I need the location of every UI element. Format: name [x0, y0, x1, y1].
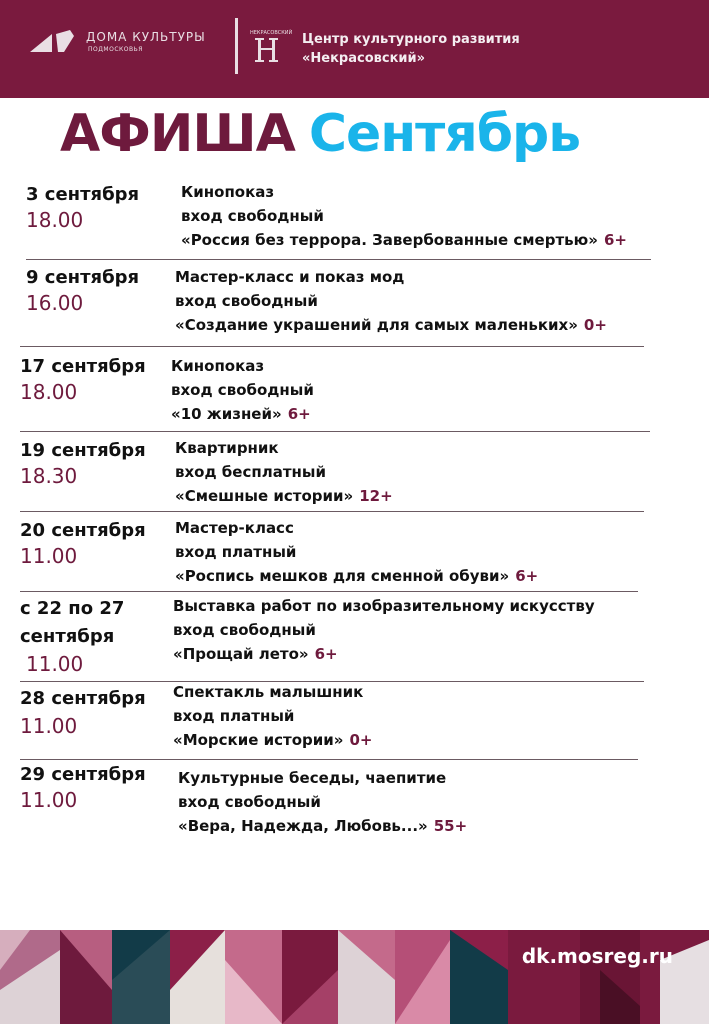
footer-bar — [0, 930, 709, 1024]
event-name-line — [173, 728, 373, 752]
event-type: Мастер-класс — [175, 519, 294, 537]
event-name-line — [178, 814, 467, 838]
event-entry: вход платный — [175, 543, 297, 561]
age-rating: 6+ — [314, 645, 338, 663]
age-rating: 12+ — [359, 487, 393, 505]
event-name: «10 жизней» — [171, 405, 282, 423]
event-name: «Смешные истории» — [175, 487, 354, 505]
event-date-continued: сентября — [20, 626, 115, 647]
event-time: 18.30 — [20, 464, 78, 488]
event-name-line — [175, 484, 393, 508]
event-time: 16.00 — [26, 291, 84, 315]
event-name-line — [181, 228, 627, 252]
event-name: «Роспись мешков для сменной обуви» — [175, 567, 510, 585]
event-entry: вход платный — [173, 707, 295, 725]
nekrasovsky-logo-icon — [246, 26, 294, 66]
logo-subtitle: ПОДМОСКОВЬЯ — [88, 46, 143, 53]
event-date: 28 сентября — [20, 688, 146, 709]
age-rating: 0+ — [583, 316, 607, 334]
nekr-mark-label: НЕКРАСОВСКИЙ — [250, 30, 293, 36]
event-time: 11.00 — [20, 788, 78, 812]
header-divider — [235, 18, 238, 74]
event-type: Спектакль малышник — [173, 683, 364, 701]
separator-line — [20, 431, 650, 432]
event-type: Кинопоказ — [181, 183, 275, 201]
event-type: Квартирник — [175, 439, 279, 457]
event-time: 18.00 — [26, 208, 84, 232]
header-bar — [0, 0, 709, 98]
event-date: 3 сентября — [26, 184, 140, 205]
event-name-line — [171, 402, 311, 426]
event-time: 11.00 — [20, 544, 78, 568]
event-type: Выставка работ по изобразительному искусству — [173, 597, 595, 615]
event-name: «Морские истории» — [173, 731, 344, 749]
separator-line — [26, 259, 651, 260]
age-rating: 6+ — [603, 231, 627, 249]
title-month: Сентябрь — [308, 104, 581, 164]
event-date: 17 сентября — [20, 356, 146, 377]
age-rating: 55+ — [433, 817, 468, 835]
website-link[interactable]: dk.mosreg.ru — [521, 944, 673, 968]
title-afisha: АФИША — [60, 104, 295, 164]
event-date: 19 сентября — [20, 440, 146, 461]
separator-line — [20, 759, 638, 760]
event-date: 9 сентября — [26, 267, 140, 288]
event-entry: вход свободный — [173, 621, 316, 639]
event-type: Мастер-класс и показ мод — [175, 268, 405, 286]
event-name: «Вера, Надежда, Любовь...» — [178, 817, 428, 835]
center-name-line1: Центр культурного развития — [302, 32, 520, 47]
event-time: 18.00 — [20, 380, 78, 404]
event-name-line — [173, 642, 338, 666]
event-type: Кинопоказ — [171, 357, 265, 375]
event-date: с 22 по 27 — [20, 598, 125, 619]
doma-kultury-logo-icon — [30, 30, 78, 52]
event-name: «Создание украшений для самых маленьких» — [175, 316, 578, 334]
page-title — [60, 104, 580, 164]
separator-line — [20, 591, 638, 592]
event-entry: вход свободный — [178, 793, 321, 811]
age-rating: 6+ — [515, 567, 539, 585]
event-name-line — [175, 313, 607, 337]
center-name-line2: «Некрасовский» — [302, 51, 426, 66]
event-entry: вход свободный — [175, 292, 318, 310]
event-time: 11.00 — [26, 652, 84, 676]
age-rating: 6+ — [287, 405, 311, 423]
event-entry: вход свободный — [181, 207, 324, 225]
event-entry: вход свободный — [171, 381, 314, 399]
event-date: 29 сентября — [20, 764, 146, 785]
event-entry: вход бесплатный — [175, 463, 326, 481]
event-time: 11.00 — [20, 714, 78, 738]
event-name-line — [175, 564, 538, 588]
event-name: «Россия без террора. Завербованные смертью» — [181, 231, 598, 249]
separator-line — [20, 346, 644, 347]
age-rating: 0+ — [349, 731, 373, 749]
separator-line — [20, 511, 644, 512]
event-name: «Прощай лето» — [173, 645, 309, 663]
event-date: 20 сентября — [20, 520, 146, 541]
logo-title: ДОМА КУЛЬТУРЫ — [86, 30, 206, 44]
event-type: Культурные беседы, чаепитие — [178, 769, 447, 787]
